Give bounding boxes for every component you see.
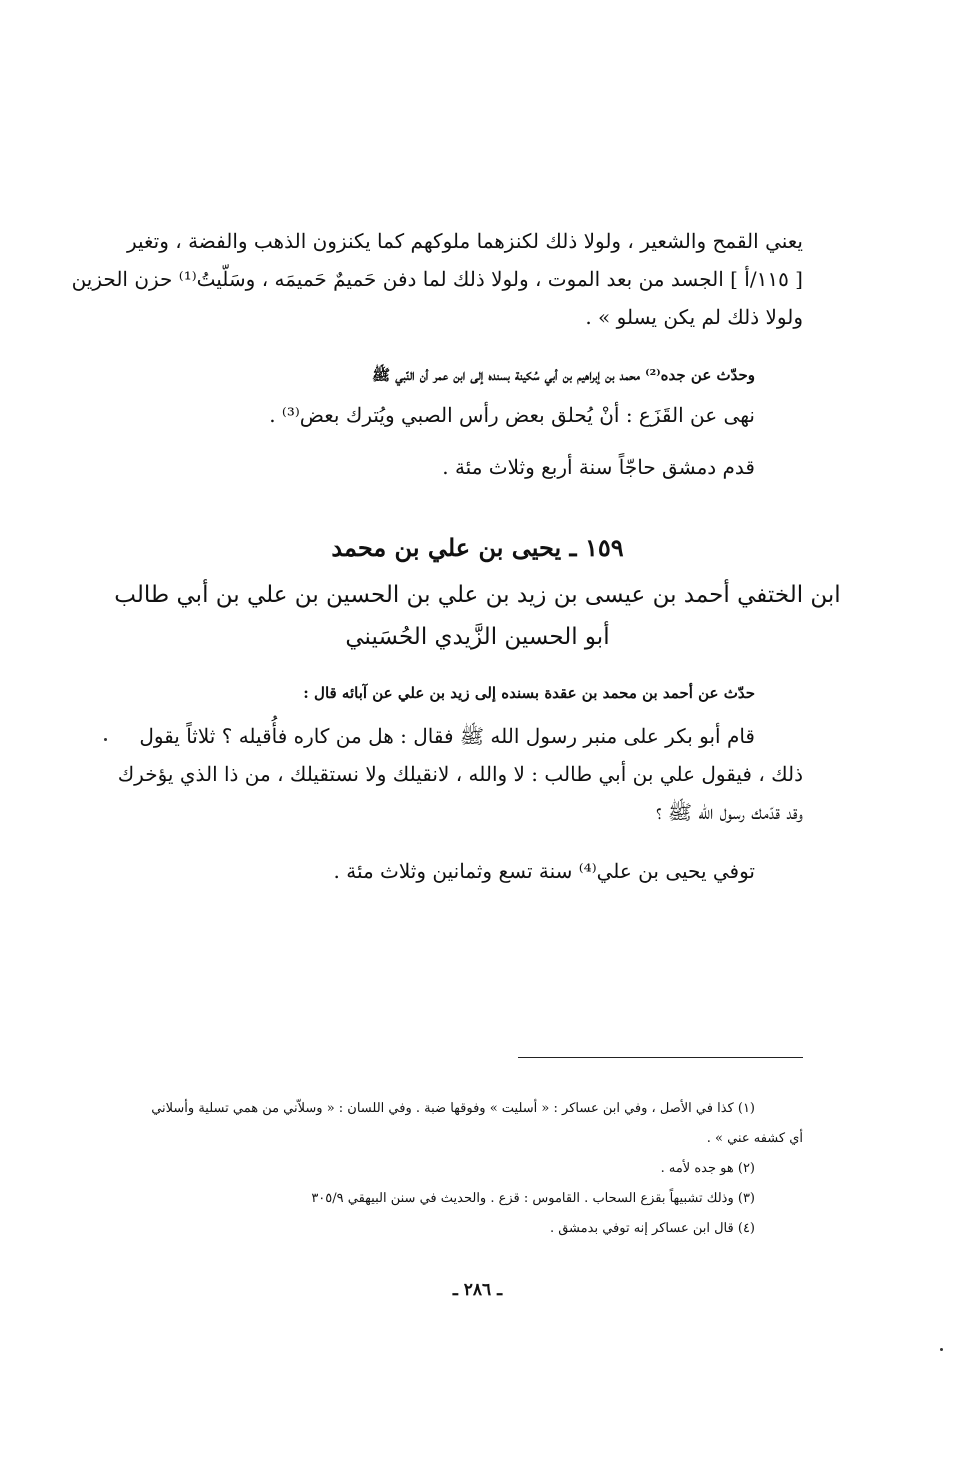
paragraph-1-line: ولولا ذلك لم يكن يسلو » . [585,305,803,329]
footnotes [118,1094,803,1244]
entry-kunya: أبو الحسين الزَّيدي الحُسَيني [345,624,610,650]
paragraph-2-line: ذلك ، فيقول علي بن أبي طالب : لا والله ، لانقيلك ولا نستقيلك ، من ذا الذي يؤخرك [117,762,803,786]
paragraph-1 [71,222,803,336]
page-number: ـ ٢٨٦ ـ [452,1280,503,1300]
paragraph-2 [118,717,803,831]
hadith-1 [200,396,755,434]
footnote-item: (٢) هو جده لأمه . [660,1161,755,1176]
death-note [200,852,755,890]
arrival-note [200,448,755,486]
scan-speck [104,738,107,741]
arrival-note-line: قدم دمشق حاجّاً سنة أربع وثلاث مئة . [442,455,755,479]
isnad-2 [200,674,755,712]
isnad-1-line: وحدّث عن جده⁽²⁾ محمد بن إبراهيم بن أبي سُكينة بسنده إلى ابن عمر أن النّبي ﷺ [371,366,755,384]
paragraph-2-line: قام أبو بكر على منبر رسول الله ﷺ فقال : هل من كاره فأُقيله ؟ ثلاثاً يقول [139,724,755,748]
isnad-2-line: حدّث عن أحمد بن محمد بن عقدة بسنده إلى زيد بن علي عن آبائه قال : [303,684,755,702]
footnote-item: (١) كذا في الأصل ، وفي ابن عساكر : « أسليت » وفوقها ضبة . وفي اللسان : « وسلاّني من همي تسلية وأسلاني [151,1101,755,1116]
entry-heading [0,528,955,658]
footnote-item: (٤) قال ابن عساكر إنه توفي بدمشق . [549,1221,755,1236]
isnad-1 [200,356,755,394]
death-note-line: توفي يحيى بن علي⁽⁴⁾ سنة تسع وثمانين وثلاث مئة . [333,859,755,883]
scan-speck [940,1348,943,1351]
paragraph-2-line: وقد قدّمك رسول الله ﷺ ؟ [655,800,803,824]
footnote-separator [518,1057,803,1058]
footnote-item: (٣) وذلك تشبيهاً بقزع السحاب . القاموس : قزع . والحديث في سنن البيهقي ٣٠٥/٩ [311,1191,755,1206]
paragraph-1-line: [ ١١٥/أ ] الجسد من بعد الموت ، ولولا ذلك لما دفن حَميمٌ حَميمَه ، وسَلّيتُ⁽¹⁾ حزن الحزين [71,267,803,291]
footnote-item: أي كشفه عني » . [706,1131,803,1146]
entry-lineage: ابن الختفي أحمد بن عيسى بن زيد بن علي بن الحسين بن علي بن أبي طالب [114,582,841,608]
hadith-1-line: نهى عن القَزَع : أنْ يُحلق بعض رأس الصبي ويُترك بعض⁽³⁾ . [269,403,755,427]
paragraph-1-line: يعني القمح والشعير ، ولولا ذلك لكنزهما ملوكهم كما يكنزون الذهب والفضة ، وتغير [126,229,803,253]
entry-title: ١٥٩ ـ يحيى بن علي بن محمد [331,533,624,562]
